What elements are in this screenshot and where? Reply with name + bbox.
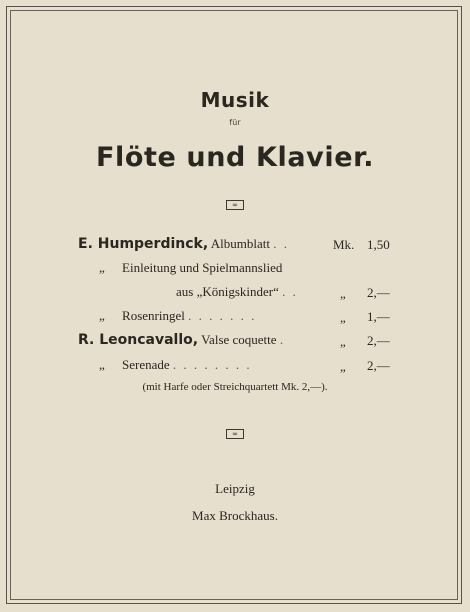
price-value: 2,— bbox=[367, 285, 390, 300]
price-ditto: „ bbox=[340, 310, 346, 325]
entry-rosenringel bbox=[99, 308, 256, 324]
leader-dots: . . bbox=[282, 284, 298, 299]
price-ditto: „ bbox=[340, 359, 346, 374]
price-ditto: „ bbox=[340, 286, 346, 301]
price-value: 1,— bbox=[367, 309, 390, 324]
piece-title: Einleitung und Spielmannslied bbox=[122, 260, 283, 275]
piece-title: Valse coquette bbox=[201, 332, 277, 347]
price-value: 2,— bbox=[367, 333, 390, 348]
heading-preposition: für bbox=[229, 118, 241, 127]
composer-name: R. Leoncavallo, bbox=[78, 332, 199, 348]
entry-leoncavallo-valse bbox=[78, 332, 285, 348]
instrumentation-note: (mit Harfe oder Streichquartett Mk. 2,—). bbox=[142, 381, 328, 393]
entry-serenade bbox=[99, 357, 252, 373]
piece-title: Rosenringel bbox=[122, 308, 185, 323]
ornament-top: ∞ bbox=[226, 200, 244, 210]
heading-instruments: Flöte und Klavier. bbox=[95, 142, 375, 173]
price-value: 1,50 bbox=[367, 237, 390, 252]
leader-dots: . . . . . . . bbox=[188, 308, 257, 323]
ditto-mark: „ bbox=[99, 308, 105, 323]
piece-title: aus „Königskinder“ bbox=[176, 284, 279, 299]
leader-dots: . . . . . . . . bbox=[172, 357, 252, 372]
ditto-mark: „ bbox=[99, 357, 105, 372]
ornament-bottom: ∞ bbox=[226, 429, 244, 439]
leader-dots: . bbox=[279, 332, 286, 347]
publisher-name: Max Brockhaus. bbox=[192, 508, 278, 523]
heading-musik: Musik bbox=[200, 88, 270, 112]
leader-dots: . . bbox=[273, 236, 289, 251]
piece-title: Serenade bbox=[122, 357, 170, 372]
price-currency: Mk. bbox=[333, 237, 355, 252]
composer-name: E. Humperdinck, bbox=[78, 236, 209, 252]
piece-title: Albumblatt bbox=[210, 236, 270, 251]
price-value: 2,— bbox=[367, 358, 390, 373]
entry-einleitung bbox=[99, 260, 282, 276]
entry-humperdinck-albumblatt bbox=[78, 236, 289, 252]
price-ditto: „ bbox=[340, 334, 346, 349]
entry-koenigskinder bbox=[176, 284, 298, 300]
ditto-mark: „ bbox=[99, 260, 105, 275]
publisher-city: Leipzig bbox=[215, 481, 255, 496]
